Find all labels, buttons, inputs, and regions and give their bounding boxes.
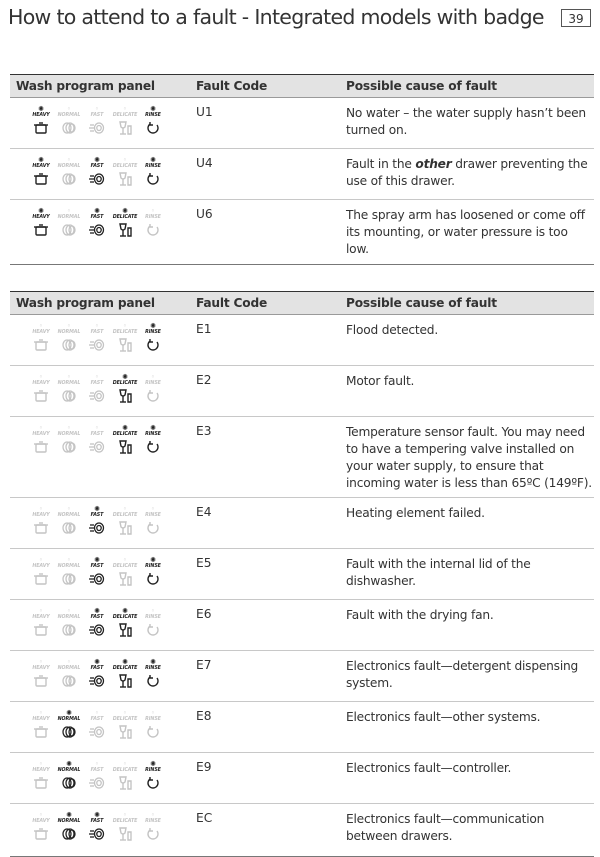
glass-icon [112,724,138,738]
program-label: FAST [90,330,104,335]
program-label: FAST [90,615,104,620]
fast-dish-icon [84,775,110,789]
program-label: RINSE [145,717,161,722]
lamp-lit-icon [112,425,138,432]
lamp-off-icon [28,374,54,381]
wash-program-panel [20,659,170,693]
table-row [10,498,594,549]
plates-icon [56,120,82,134]
program-label: DELICATE [112,215,138,220]
pot-icon [28,337,54,351]
emphasis-text: other [415,157,452,171]
lamp-off-icon [56,506,82,513]
pot-icon [28,439,54,453]
program-label: DELICATE [112,564,138,569]
program-label: RINSE [145,666,161,671]
lamp-off-icon [84,374,110,381]
table-row [10,753,594,804]
lamp-lit-icon [140,557,166,564]
plates-icon [56,826,82,840]
table-row [10,149,594,200]
header-cause: Possible cause of fault [346,296,497,310]
program-label: HEAVY [32,432,50,437]
fast-dish-icon [84,571,110,585]
pot-icon [28,775,54,789]
lamp-off-icon [56,425,82,432]
program-label: DELICATE [112,513,138,518]
cause-text: drawer preventing the use of this drawer. [346,157,588,188]
rinse-icon [140,520,166,534]
fault-code: E8 [196,709,212,723]
program-label: FAST [90,513,104,518]
program-label: NORMAL [57,615,81,620]
fault-cause: Electronics fault—detergent dispensing system. [346,659,579,690]
table-row [10,366,594,417]
plates-icon [56,388,82,402]
lamp-off-icon [140,374,166,381]
fast-dish-icon [84,120,110,134]
fast-dish-icon [84,826,110,840]
program-label: RINSE [145,381,161,386]
lamp-lit-icon [28,106,54,113]
fault-code: E9 [196,760,212,774]
lamp-lit-icon [56,710,82,717]
program-label: FAST [90,113,104,118]
lamp-off-icon [28,425,54,432]
lamp-off-icon [112,761,138,768]
lamp-lit-icon [84,659,110,666]
plates-icon [56,724,82,738]
lamp-lit-icon [140,323,166,330]
lamp-lit-icon [112,374,138,381]
program-label: RINSE [145,432,161,437]
lamp-lit-icon [140,659,166,666]
fault-cause: No water – the water supply hasn’t been turned on. [346,106,586,137]
plates-icon [56,337,82,351]
wash-program-panel [20,106,170,140]
program-label: NORMAL [57,717,81,722]
program-label: RINSE [145,513,161,518]
fast-dish-icon [84,388,110,402]
table-header [10,291,594,315]
program-label: NORMAL [57,564,81,569]
program-label: DELICATE [112,768,138,773]
plates-icon [56,673,82,687]
fault-table-e-codes [10,291,594,857]
fault-cause: Electronics fault—communication between drawers. [346,812,545,843]
program-label: NORMAL [57,381,81,386]
header-panel: Wash program panel [16,79,155,93]
table-header [10,74,594,98]
program-label: FAST [90,215,104,220]
glass-icon [112,120,138,134]
program-label: DELICATE [112,164,138,169]
lamp-off-icon [84,425,110,432]
table-row [10,651,594,702]
program-label: HEAVY [32,615,50,620]
table-row [10,549,594,600]
lamp-lit-icon [84,812,110,819]
lamp-off-icon [28,812,54,819]
glass-icon [112,775,138,789]
program-label: RINSE [145,215,161,220]
pot-icon [28,120,54,134]
fast-dish-icon [84,622,110,636]
program-label: FAST [90,381,104,386]
lamp-lit-icon [140,157,166,164]
fault-cause: Fault with the internal lid of the dishwasher. [346,557,531,588]
lamp-lit-icon [140,425,166,432]
fault-cause: Electronics fault—controller. [346,761,512,775]
header-code: Fault Code [196,79,268,93]
lamp-off-icon [56,557,82,564]
pot-icon [28,571,54,585]
glass-icon [112,622,138,636]
lamp-off-icon [28,761,54,768]
lamp-off-icon [112,710,138,717]
program-label: DELICATE [112,432,138,437]
pot-icon [28,222,54,236]
program-label: NORMAL [57,666,81,671]
glass-icon [112,222,138,236]
program-label: RINSE [145,164,161,169]
program-label: HEAVY [32,330,50,335]
plates-icon [56,439,82,453]
glass-icon [112,171,138,185]
lamp-off-icon [28,323,54,330]
lamp-off-icon [140,608,166,615]
rinse-icon [140,388,166,402]
fault-cause: Heating element failed. [346,506,485,520]
fault-cause: Electronics fault—other systems. [346,710,541,724]
wash-program-panel [20,157,170,191]
program-label: FAST [90,768,104,773]
fault-cause: Motor fault. [346,374,415,388]
fast-dish-icon [84,520,110,534]
wash-program-panel [20,323,170,357]
program-label: NORMAL [57,513,81,518]
lamp-lit-icon [56,812,82,819]
program-label: HEAVY [32,381,50,386]
glass-icon [112,388,138,402]
lamp-lit-icon [140,106,166,113]
lamp-off-icon [28,659,54,666]
program-label: HEAVY [32,513,50,518]
wash-program-panel [20,374,170,408]
wash-program-panel [20,425,170,459]
fault-code: U6 [196,207,213,221]
program-label: HEAVY [32,215,50,220]
fault-code: E4 [196,505,212,519]
program-label: FAST [90,564,104,569]
page-number: 39 [561,9,591,27]
lamp-off-icon [140,506,166,513]
lamp-lit-icon [112,208,138,215]
glass-icon [112,826,138,840]
program-label: DELICATE [112,666,138,671]
lamp-off-icon [112,812,138,819]
lamp-off-icon [56,374,82,381]
program-label: HEAVY [32,768,50,773]
lamp-off-icon [84,761,110,768]
rinse-icon [140,439,166,453]
lamp-lit-icon [112,659,138,666]
pot-icon [28,388,54,402]
lamp-off-icon [140,812,166,819]
lamp-off-icon [84,106,110,113]
program-label: HEAVY [32,819,50,824]
lamp-off-icon [28,710,54,717]
table-row [10,417,594,498]
fast-dish-icon [84,222,110,236]
lamp-off-icon [112,323,138,330]
rinse-icon [140,571,166,585]
lamp-off-icon [112,557,138,564]
lamp-off-icon [28,557,54,564]
glass-icon [112,520,138,534]
program-label: NORMAL [57,432,81,437]
wash-program-panel [20,557,170,591]
program-label: RINSE [145,819,161,824]
lamp-lit-icon [28,208,54,215]
program-label: HEAVY [32,164,50,169]
rinse-icon [140,775,166,789]
lamp-lit-icon [112,608,138,615]
program-label: FAST [90,432,104,437]
lamp-off-icon [28,608,54,615]
program-label: DELICATE [112,113,138,118]
lamp-lit-icon [28,157,54,164]
program-label: NORMAL [57,819,81,824]
glass-icon [112,673,138,687]
program-label: HEAVY [32,717,50,722]
fault-code: U4 [196,156,213,170]
program-label: NORMAL [57,215,81,220]
program-label: HEAVY [32,113,50,118]
lamp-off-icon [112,157,138,164]
program-label: RINSE [145,113,161,118]
fault-cause: Temperature sensor fault. You may need to have a tempering valve installed on your water supply, to ensure that incoming water is less than 65ºC (149ºF). [346,425,592,490]
plates-icon [56,571,82,585]
program-label: DELICATE [112,330,138,335]
rinse-icon [140,826,166,840]
glass-icon [112,337,138,351]
plates-icon [56,222,82,236]
program-label: RINSE [145,330,161,335]
wash-program-panel [20,506,170,540]
lamp-off-icon [56,608,82,615]
program-label: HEAVY [32,564,50,569]
fault-code: E1 [196,322,212,336]
program-label: RINSE [145,564,161,569]
fast-dish-icon [84,673,110,687]
program-label: FAST [90,164,104,169]
fault-cause: Fault with the drying fan. [346,608,494,622]
program-label: DELICATE [112,615,138,620]
lamp-off-icon [84,323,110,330]
fast-dish-icon [84,724,110,738]
fault-table-u-codes [10,74,594,265]
header-cause: Possible cause of fault [346,79,497,93]
lamp-off-icon [140,208,166,215]
wash-program-panel [20,761,170,795]
fault-code: E2 [196,373,212,387]
rinse-icon [140,222,166,236]
pot-icon [28,724,54,738]
cause-text: Fault in the [346,157,416,171]
lamp-lit-icon [84,208,110,215]
wash-program-panel [20,208,170,242]
wash-program-panel [20,710,170,744]
lamp-off-icon [84,710,110,717]
fast-dish-icon [84,171,110,185]
page-title: How to attend to a fault - Integrated models with badge [8,5,544,29]
program-label: FAST [90,819,104,824]
rinse-icon [140,673,166,687]
rinse-icon [140,120,166,134]
fault-code: E6 [196,607,212,621]
wash-program-panel [20,812,170,846]
lamp-off-icon [56,323,82,330]
pot-icon [28,520,54,534]
fault-code: E3 [196,424,212,438]
glass-icon [112,571,138,585]
lamp-lit-icon [84,157,110,164]
rinse-icon [140,171,166,185]
table-row [10,804,594,857]
lamp-off-icon [56,659,82,666]
program-label: NORMAL [57,113,81,118]
program-label: DELICATE [112,717,138,722]
program-label: RINSE [145,615,161,620]
table-row [10,200,594,265]
fault-cause [346,156,594,190]
program-label: FAST [90,666,104,671]
program-label: DELICATE [112,381,138,386]
rinse-icon [140,622,166,636]
program-label: NORMAL [57,330,81,335]
program-label: NORMAL [57,164,81,169]
lamp-off-icon [56,106,82,113]
rinse-icon [140,337,166,351]
rinse-icon [140,724,166,738]
pot-icon [28,673,54,687]
header-panel: Wash program panel [16,296,155,310]
program-label: NORMAL [57,768,81,773]
pot-icon [28,622,54,636]
lamp-off-icon [28,506,54,513]
plates-icon [56,622,82,636]
table-row [10,600,594,651]
plates-icon [56,171,82,185]
fault-cause: Flood detected. [346,323,439,337]
lamp-off-icon [112,106,138,113]
wash-program-panel [20,608,170,642]
fault-code: E5 [196,556,212,570]
lamp-lit-icon [84,557,110,564]
fault-code: E7 [196,658,212,672]
lamp-lit-icon [56,761,82,768]
lamp-off-icon [56,157,82,164]
program-label: DELICATE [112,819,138,824]
lamp-lit-icon [140,761,166,768]
fault-cause: The spray arm has loosened or come off its mounting, or water pressure is too low. [346,208,585,256]
table-row [10,315,594,366]
lamp-off-icon [112,506,138,513]
pot-icon [28,171,54,185]
pot-icon [28,826,54,840]
header-code: Fault Code [196,296,268,310]
glass-icon [112,439,138,453]
plates-icon [56,775,82,789]
program-label: RINSE [145,768,161,773]
program-label: FAST [90,717,104,722]
lamp-lit-icon [84,608,110,615]
program-label: HEAVY [32,666,50,671]
fault-code: EC [196,811,213,825]
lamp-off-icon [56,208,82,215]
fast-dish-icon [84,439,110,453]
fault-code: U1 [196,105,213,119]
lamp-lit-icon [84,506,110,513]
plates-icon [56,520,82,534]
lamp-off-icon [140,710,166,717]
table-row [10,98,594,149]
table-row [10,702,594,753]
fast-dish-icon [84,337,110,351]
